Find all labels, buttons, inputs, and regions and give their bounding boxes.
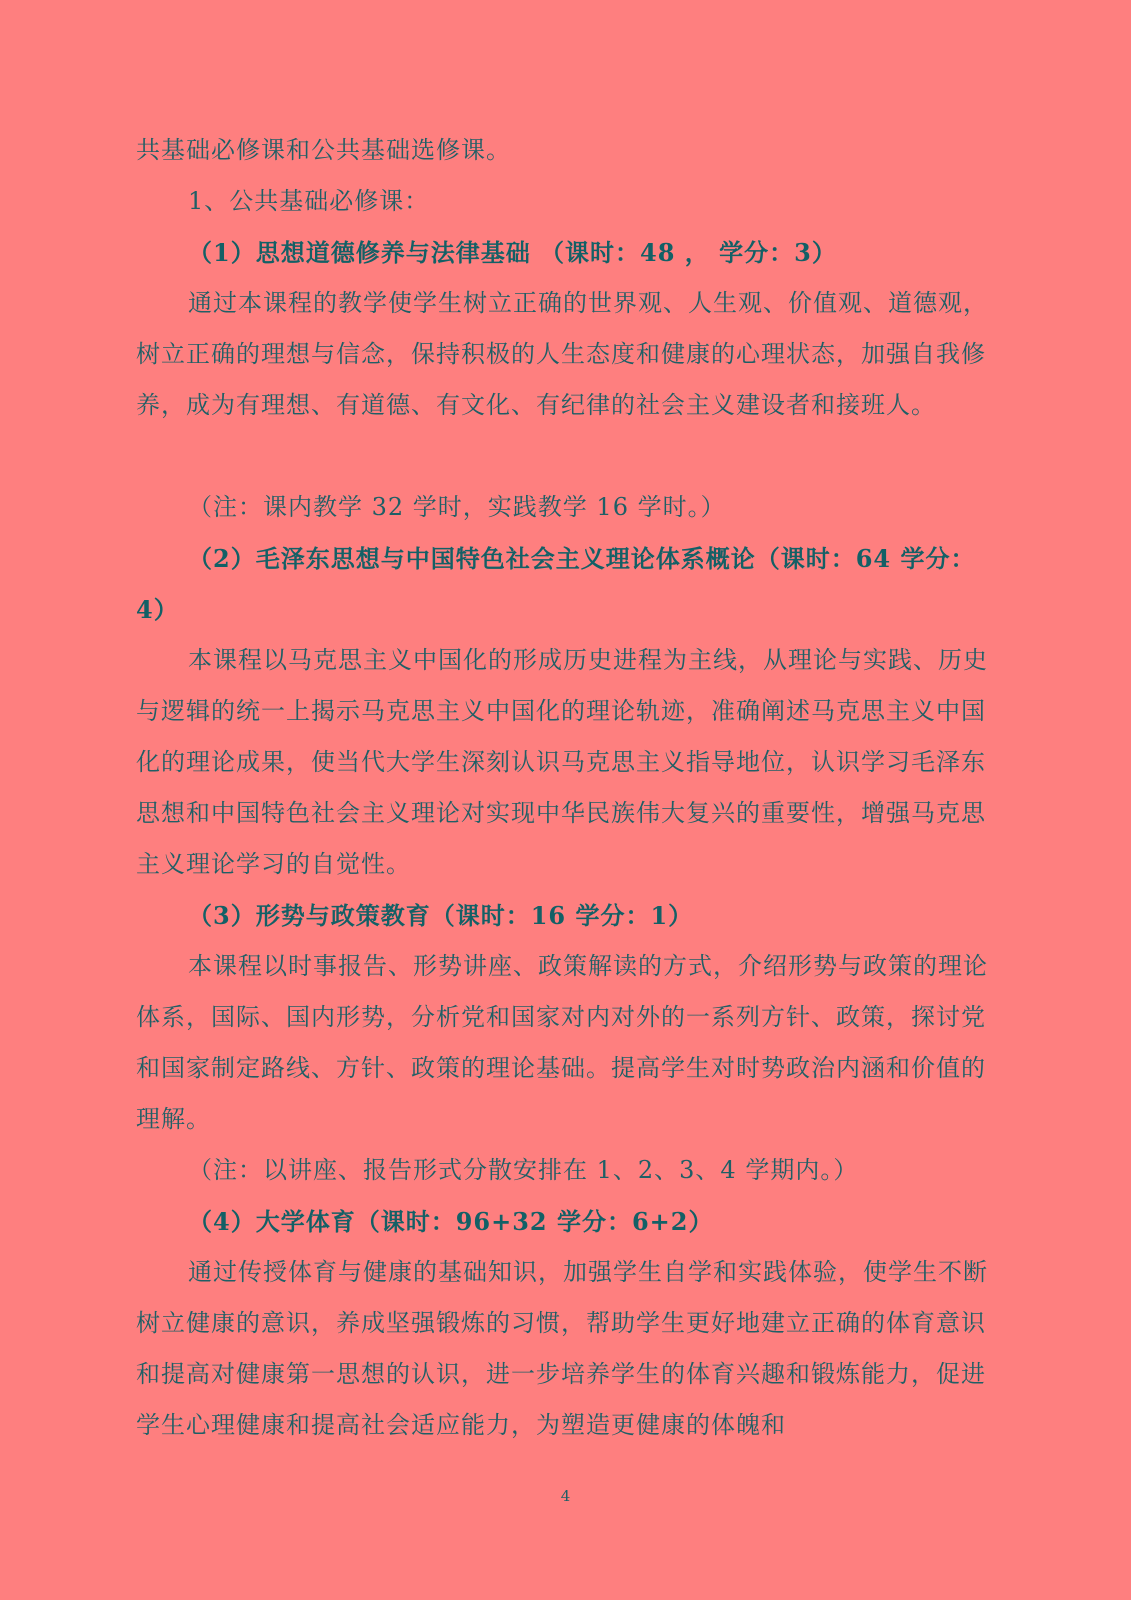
course-heading-3: （3）形势与政策教育（课时：16 学分：1） — [188, 901, 694, 930]
course-note-3: （注：以讲座、报告形式分散安排在 1、2、3、4 学期内。） — [188, 1156, 859, 1184]
course-description-3: 本课程以时事报告、形势讲座、政策解读的方式，介绍形势与政策的理论体系，国际、国内形势，分析党和国家对内对外的一系列方针、政策，探讨党和国家制定路线、方针、政策的理论基础。提高学生对时势政治内涵和价值的理解。 — [136, 952, 988, 1133]
course-description-4: 通过传授体育与健康的基础知识，加强学生自学和实践体验，使学生不断树立健康的意识，养成坚强锻炼的习惯，帮助学生更好地建立正确的体育意识和提高对健康第一思想的认识，进一步培养学生的体育兴趣和锻炼能力，促进学生心理健康和提高社会适应能力，为塑造更健康的体魄和 — [136, 1258, 988, 1439]
page-number: 4 — [560, 1487, 571, 1505]
course-heading-1: （1）思想道德修养与法律基础 （课时：48 ， 学分：3） — [188, 238, 837, 267]
course-heading-4: （4）大学体育（课时：96+32 学分：6+2） — [188, 1207, 714, 1236]
course-description-1: 通过本课程的教学使学生树立正确的世界观、人生观、价值观、道德观，树立正确的理想与信念，保持积极的人生态度和健康的心理状态，加强自我修养，成为有理想、有道德、有文化、有纪律的社会主义建设者和接班人。 — [136, 289, 988, 419]
course-description-2: 本课程以马克思主义中国化的形成历史进程为主线，从理论与实践、历史与逻辑的统一上揭示马克思主义中国化的理论轨迹，准确阐述马克思主义中国化的理论成果，使当代大学生深刻认识马克思主义指导地位，认识学习毛泽东思想和中国特色社会主义理论对实现中华民族伟大复兴的重要性，增强马克思主义理论学习的自觉性。 — [136, 646, 988, 878]
course-note-1: （注：课内教学 32 学时，实践教学 16 学时。） — [188, 493, 726, 521]
continuation-text: 共基础必修课和公共基础选修课。 — [136, 136, 511, 164]
section-heading: 1、公共基础必修课： — [188, 187, 430, 215]
course-heading-2: （2）毛泽东思想与中国特色社会主义理论体系概论（课时：64 学分：4） — [136, 544, 976, 624]
